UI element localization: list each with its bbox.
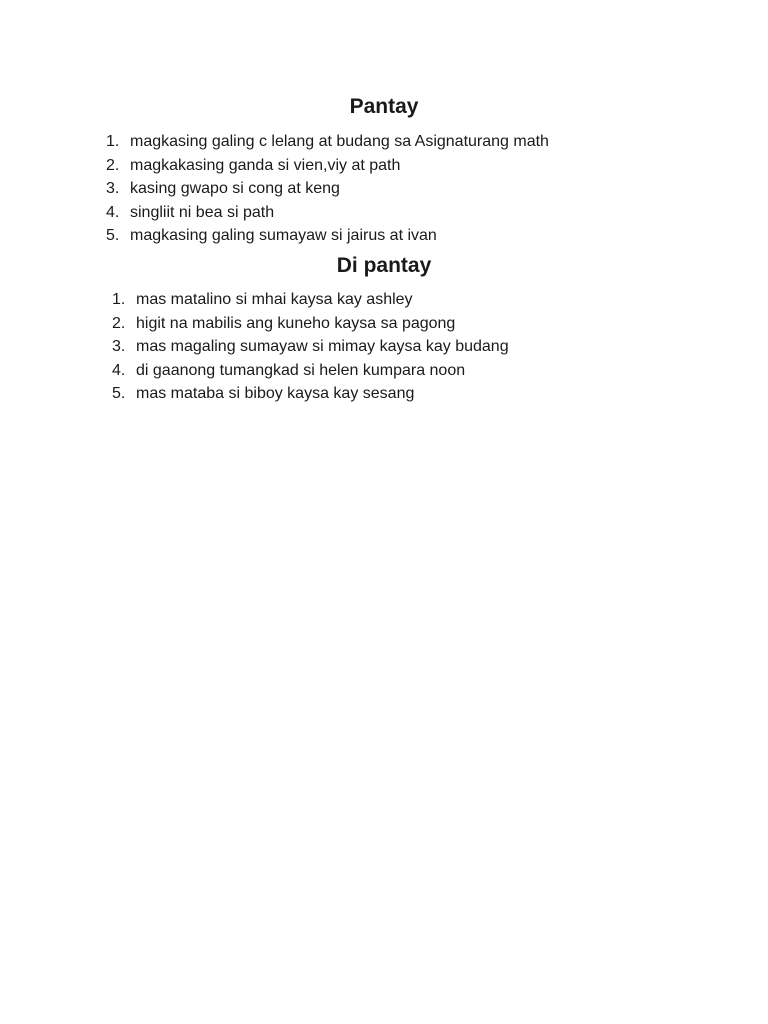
list-item: [112, 382, 509, 406]
item-text: di gaanong tumangkad si helen kumpara noon: [136, 361, 466, 379]
item-text: magkasing galing sumayaw si jairus at ivan: [130, 227, 437, 244]
list-item: [106, 224, 549, 248]
list-item: [106, 154, 549, 178]
item-text: magkakasing ganda si vien,viy at path: [130, 156, 401, 174]
item-number: 5.: [106, 227, 120, 244]
item-number: 3.: [106, 180, 120, 197]
item-number: 4.: [112, 361, 126, 379]
list-item: [112, 359, 509, 383]
item-number: 4.: [106, 203, 120, 221]
item-text: kasing gwapo si cong at keng: [130, 180, 340, 197]
section-heading-di-pantay: Di pantay: [336, 254, 432, 277]
item-number: 2.: [106, 156, 120, 174]
item-number: 5.: [112, 385, 126, 402]
list-item: [106, 130, 549, 154]
list-item: [112, 335, 509, 359]
item-number: 2.: [112, 314, 126, 332]
section-heading-pantay: Pantay: [349, 95, 419, 118]
item-number: 1.: [106, 133, 120, 150]
item-text: mas mataba si biboy kaysa kay sesang: [136, 385, 415, 402]
item-number: 3.: [112, 338, 126, 355]
item-text: mas magaling sumayaw si mimay kaysa kay budang: [136, 338, 509, 355]
item-number: 1.: [112, 291, 126, 308]
item-text: mas matalino si mhai kaysa kay ashley: [136, 291, 413, 308]
di-pantay-list: [112, 288, 509, 406]
list-item: [112, 312, 509, 336]
list-item: [106, 177, 549, 201]
list-item: [112, 288, 509, 312]
item-text: higit na mabilis ang kuneho kaysa sa pagong: [136, 314, 456, 332]
item-text: singliit ni bea si path: [130, 203, 275, 221]
pantay-list: [106, 130, 549, 248]
list-item: [106, 201, 549, 225]
item-text: magkasing galing c lelang at budang sa Asignaturang math: [130, 133, 549, 150]
